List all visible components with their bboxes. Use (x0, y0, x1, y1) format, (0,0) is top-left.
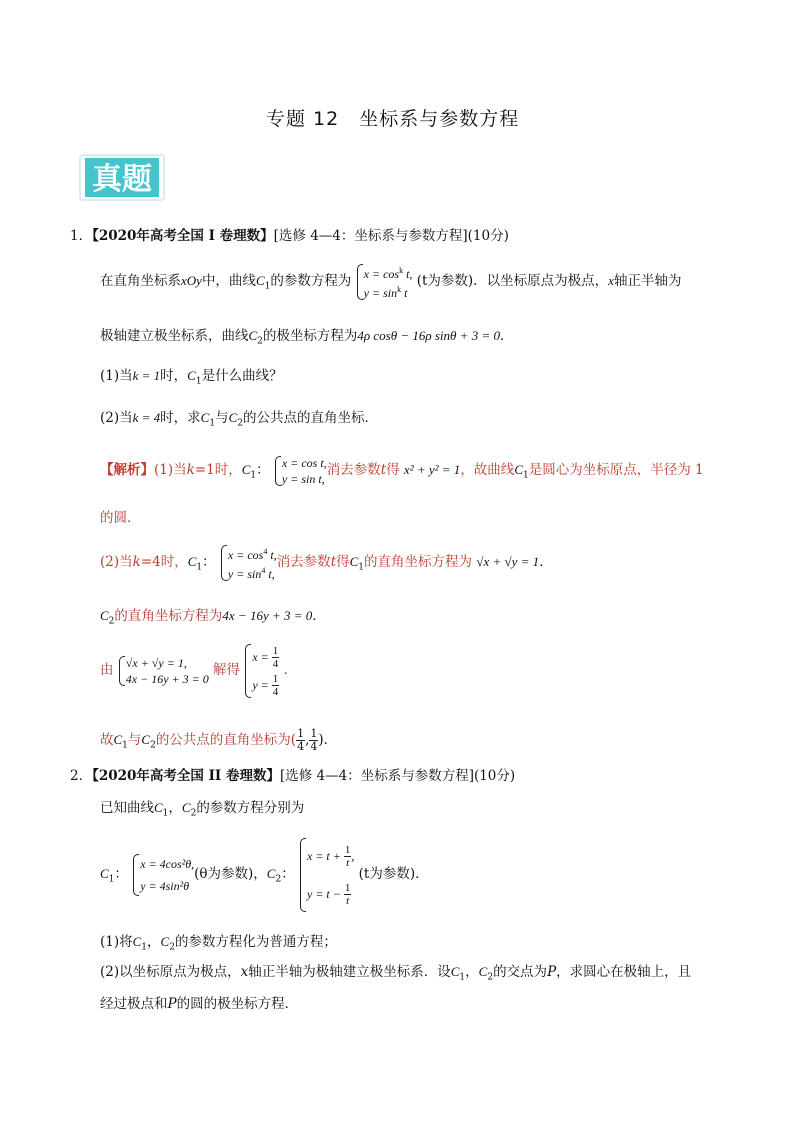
badge-text: 真题 (92, 162, 152, 197)
solution-line-1b: 的圆． (100, 510, 141, 526)
problem-1-statement-line1: 在直角坐标系xOy中，曲线$C_1$的参数方程为 $x = \cos^k t$, $y = \sin^k t$ (t为参数)．以坐标原点为极点，x轴正半轴为 (100, 262, 681, 306)
solution-system-2: $x = \cos^4 t$, $y = \sin^4 t$, (220, 544, 277, 582)
solution-system-1: x = cos t, y = sin t, (274, 455, 327, 487)
problem-2-question-2-cont: 经过极点和P的圆的极坐标方程． (100, 996, 299, 1012)
problem-2-system-1: x = 4cos²θ, y = 4sin²θ (132, 853, 194, 897)
solution-result-system: x = $\frac{1}{4}$ y = $\frac{1}{4}$ (244, 643, 279, 699)
param-system-1: $x = \cos^k t$, $y = \sin^k t$ (356, 263, 413, 301)
problem-1-header: 1．【2020年高考全国 I 卷理数】[选修 4—4：坐标系与参数方程](10分) (70, 228, 509, 244)
problem-2-intro: 已知曲线$C_1$，$C_2$的参数方程分别为 (100, 800, 305, 819)
problem-2-question-1: (1)将$C_1$，$C_2$的参数方程化为普通方程； (100, 934, 337, 953)
problem-1-statement-line2: 极轴建立极坐标系，曲线$C_2$的极坐标方程为4ρ cosθ − 16ρ sinθ + 3 = 0． (100, 328, 514, 347)
solution-line-5: 故$C_1$与$C_2$的公共点的直角坐标为( $\frac{1}{4}$ , $\frac{1}{4}$ )． (100, 727, 338, 753)
problem-1-question-1: (1)当k = 1时，$C_1$是什么曲线？ (100, 368, 283, 387)
solution-system-3: √x + √y = 1, 4x − 16y + 3 = 0 (118, 655, 209, 687)
solution-line-2: (2)当k=4时，$C_1$： $x = \cos^4 t$, $y = \sin^4 t$, 消去参数t得$C_1$的直角坐标方程为 √x + √y = 1． (100, 542, 553, 588)
problem-2-question-2: (2)以坐标原点为极点，x轴正半轴为极轴建立极坐标系．设$C_1$，$C_2$的交点为P，求圆心在极轴上，且 (100, 964, 692, 983)
page-title: 专题 12 坐标系与参数方程 (266, 108, 520, 130)
solution-line-4: 由 √x + √y = 1, 4x − 16y + 3 = 0 解得 x = $\frac{1}{4}$ y = $\frac{1}{4}$ ． (100, 640, 297, 700)
problem-2-equations: $C_1$： x = 4cos²θ, y = 4sin²θ (θ为参数)，$C_2$： x = t + $\frac{1}{t}$ , y = t − $\frac{1}{t}$ (t为参数)． (100, 834, 429, 920)
solution-line-1: 【解析】(1)当k=1时，$C_1$： x = cos t, y = sin t, 消去参数t得 x² + y² = 1，故曲线$C_1$是圆心为坐标原点，半径为 1 (100, 455, 704, 486)
solution-line-3: $C_2$的直角坐标方程为4x − 16y + 3 = 0． (100, 608, 326, 627)
problem-2-header: 2．【2020年高考全国 II 卷理数】[选修 4—4：坐标系与参数方程](10分) (70, 768, 516, 784)
problem-2-system-2: x = t + $\frac{1}{t}$ , y = t − $\frac{1}{t}$ (299, 837, 354, 913)
zhenti-badge (77, 150, 167, 204)
problem-1-question-2: (2)当k = 4时，求$C_1$与$C_2$的公共点的直角坐标． (100, 410, 378, 429)
